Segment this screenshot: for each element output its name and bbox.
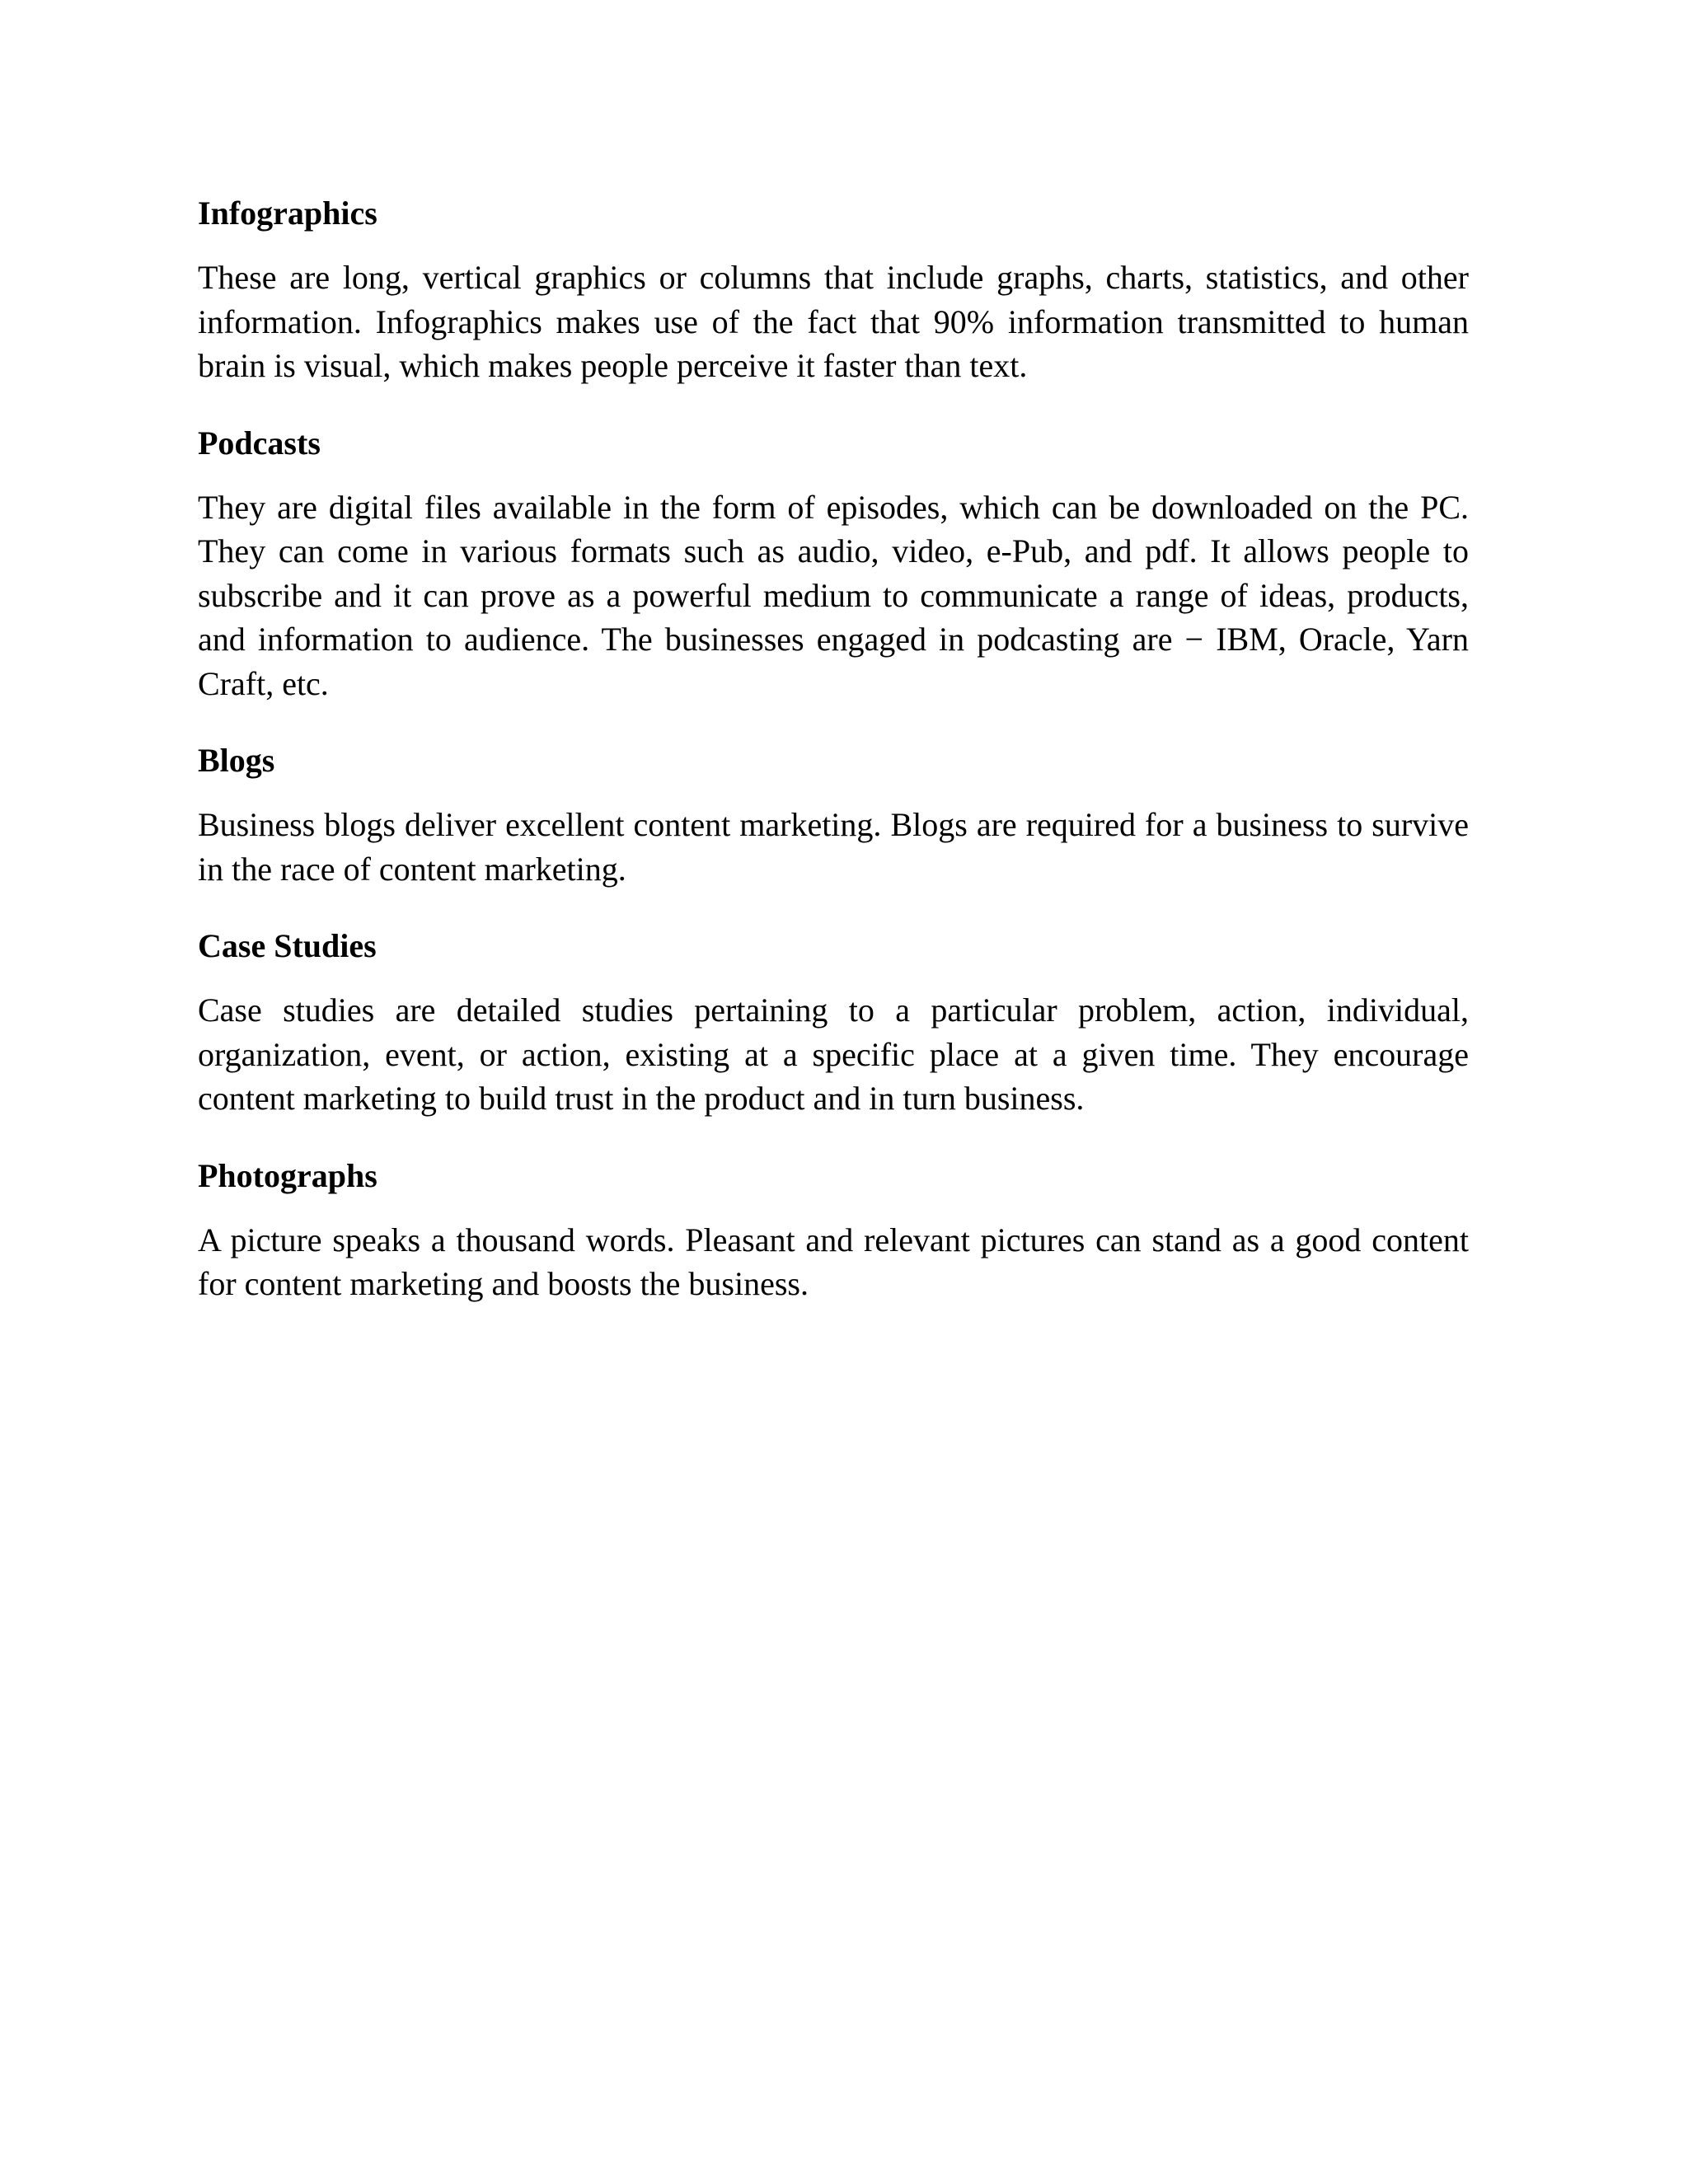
section-paragraph: They are digital files available in the form of episodes, which can be downloaded on the PC. They can come in various formats such as audio, video, e-Pub, and pdf. It allows people to subscribe and it can prove as a powerful medium to communicate a range of ideas, products, and information to audience. The businesses engaged in podcasting are − IBM, Oracle, Yarn Craft, etc. bbox=[198, 488, 1469, 702]
section-heading: Blogs bbox=[198, 742, 275, 779]
section-heading: Podcasts bbox=[198, 424, 321, 462]
document-body bbox=[198, 191, 1469, 1339]
section-heading: Photographs bbox=[198, 1156, 377, 1194]
section-paragraph: A picture speaks a thousand words. Pleasant and relevant pictures can stand as a good content for content marketing and boosts the business. bbox=[198, 1221, 1469, 1302]
section-blogs bbox=[198, 738, 1469, 891]
section-infographics bbox=[198, 191, 1469, 388]
section-paragraph: These are long, vertical graphics or columns that include graphs, charts, statistics, and other information. Infographics makes use of the fact that 90% information transmitted to human brain is visual, which makes people perceive it faster than text. bbox=[198, 259, 1469, 384]
section-heading: Case Studies bbox=[198, 927, 377, 964]
section-paragraph: Business blogs deliver excellent content marketing. Blogs are required for a business to survive in the race of content marketing. bbox=[198, 806, 1469, 888]
section-case-studies bbox=[198, 924, 1469, 1121]
section-photographs bbox=[198, 1154, 1469, 1306]
section-paragraph: Case studies are detailed studies pertaining to a particular problem, action, individual, organization, event, or action, existing at a specific place at a given time. They encourage content marketing to build trust in the product and in turn business. bbox=[198, 991, 1469, 1117]
section-heading: Infographics bbox=[198, 194, 377, 232]
section-podcasts bbox=[198, 421, 1469, 706]
